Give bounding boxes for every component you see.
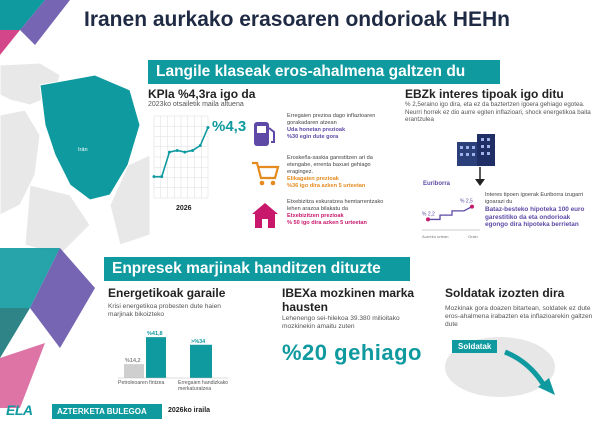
item-food-highlight-2: %36 igo dira azken 5 urteetan bbox=[287, 183, 366, 189]
euribor-point-start bbox=[426, 217, 430, 221]
map-label: Irán bbox=[78, 147, 88, 153]
euribor-point-end bbox=[470, 205, 474, 209]
kpi-point bbox=[199, 144, 202, 147]
decorative-left-shape bbox=[0, 248, 110, 408]
margin-bar-chart bbox=[118, 322, 253, 380]
kpi-point bbox=[153, 175, 156, 178]
wages-text: Mozkinak gora doazen bitartean, soldatek ez dute eros-ahalmena irabazten eta inflazioarekin galtzen dute bbox=[445, 305, 593, 328]
item-housing-highlight-1: Etxebizitzen prezioak bbox=[287, 213, 344, 219]
bar-refining-after-label: %41,8 bbox=[147, 331, 163, 338]
section2-banner: Enpresek marjinak handitzen dituzte bbox=[104, 257, 410, 281]
shopping-cart-icon bbox=[250, 158, 280, 188]
bar-refining-after bbox=[146, 337, 166, 378]
kpi-year-label: 2026 bbox=[176, 205, 192, 212]
euribor-x-start: Aurreko urtean bbox=[422, 234, 449, 239]
energy-title: Energetikoak garaile bbox=[108, 286, 226, 300]
item-housing-highlight-2: % 50 igo dira azken 5 urteetan bbox=[287, 220, 367, 226]
bar-refining-before bbox=[124, 364, 144, 378]
item-food-highlight-1: Elikagaien prezioak bbox=[287, 176, 339, 182]
section1-banner: Langile klaseak eros-ahalmena galtzen du bbox=[148, 60, 500, 84]
item-food bbox=[287, 155, 392, 190]
kpi-point bbox=[191, 149, 194, 152]
euribor-x-end: Orain bbox=[468, 234, 478, 239]
kpi-point bbox=[183, 151, 186, 154]
fuel-pump-icon bbox=[252, 118, 278, 148]
bar-wholesale-label: >%34 bbox=[191, 338, 206, 345]
arrow-down-icon bbox=[474, 167, 486, 187]
wages-title: Soldatak izozten dira bbox=[445, 286, 565, 300]
page-title: Iranen aurkako erasoaren ondorioak HEHn bbox=[84, 8, 510, 31]
bar-refining-before-label: %14,2 bbox=[125, 358, 141, 365]
euribor-start-label: % 2,2 bbox=[422, 211, 435, 218]
ebz-text: % 2,5eraino igo dira, eta ez da baztertzen igoera gehiago egotea. Neurri horrek ez dio aurre egiten inflazioari, shock energetikoa baita erantzulea bbox=[405, 101, 591, 123]
bar-label-1: Petroleoaren fintzea bbox=[118, 380, 165, 386]
kpi-line-chart bbox=[150, 112, 212, 202]
euribor-end-label: % 2,5 bbox=[460, 198, 473, 205]
kpi-point bbox=[160, 175, 163, 178]
decorative-corner-shape bbox=[0, 0, 80, 60]
bank-building-icon bbox=[455, 132, 500, 168]
ebz-note-text: Interes tipoen igoerak Euriborra izugarri igoarazi du bbox=[485, 192, 584, 205]
bar-wholesale bbox=[190, 345, 212, 378]
kpi-value: %4,3 bbox=[212, 118, 247, 135]
item-food-text: Eroskeña-saskia garestitzen ari da etengabe, errenta baxuei gehiago eragingez. bbox=[287, 155, 373, 175]
kpi-subtitle: 2023ko otsailetik maila altuena bbox=[148, 101, 244, 108]
kpi-point bbox=[168, 151, 171, 154]
euribor-label: Euriborra bbox=[423, 181, 451, 187]
item-housing bbox=[287, 199, 392, 227]
ebz-note bbox=[485, 192, 590, 229]
euribor-chart bbox=[420, 190, 482, 242]
footer-date: 2026ko iraila bbox=[168, 407, 211, 414]
item-fuel-highlight-1: Uda honetan prezioak bbox=[287, 127, 346, 133]
middle-east-map bbox=[0, 55, 150, 265]
ibex-title: IBEXa mozkinen marka hausten bbox=[282, 286, 415, 314]
ela-logo: ELA bbox=[6, 402, 33, 418]
kpi-point bbox=[207, 126, 210, 129]
wages-badge: Soldatak bbox=[452, 340, 497, 353]
item-fuel-highlight-2: %30 egin dute gora bbox=[287, 134, 339, 140]
footer-org: AZTERKETA BULEGOA bbox=[52, 404, 162, 419]
bar-label-2: Erregaien handizkako merkaturatzea bbox=[178, 380, 229, 392]
kpi-title: KPIa %4,3ra igo da bbox=[148, 87, 256, 101]
item-fuel bbox=[287, 113, 387, 141]
kpi-point bbox=[176, 149, 179, 152]
ibex-big-number: %20 gehiago bbox=[282, 340, 422, 365]
item-fuel-text: Erregaien prezioa dago inflazioaren gorakadaren atzean bbox=[287, 113, 376, 126]
item-housing-text: Etxebizitza eskuratzea hemtarrentzako lehen arazoa bilakatu da bbox=[287, 199, 384, 212]
energy-text: Krisi energetikoa probesten dute haien marjinak bikoizteko bbox=[108, 303, 221, 318]
ibex-text: Lehenengo sei-hilekoa 39.380 milioitako mozkinekin amaitu zuten bbox=[282, 315, 400, 330]
ebz-title: EBZk interes tipoak igo ditu bbox=[405, 87, 564, 101]
house-icon bbox=[250, 200, 280, 230]
ebz-note-highlight: Bataz-besteko hipoteka 100 euro garestitiko da eta ondorioak egongo dira hipoteka berrietan bbox=[485, 206, 585, 229]
